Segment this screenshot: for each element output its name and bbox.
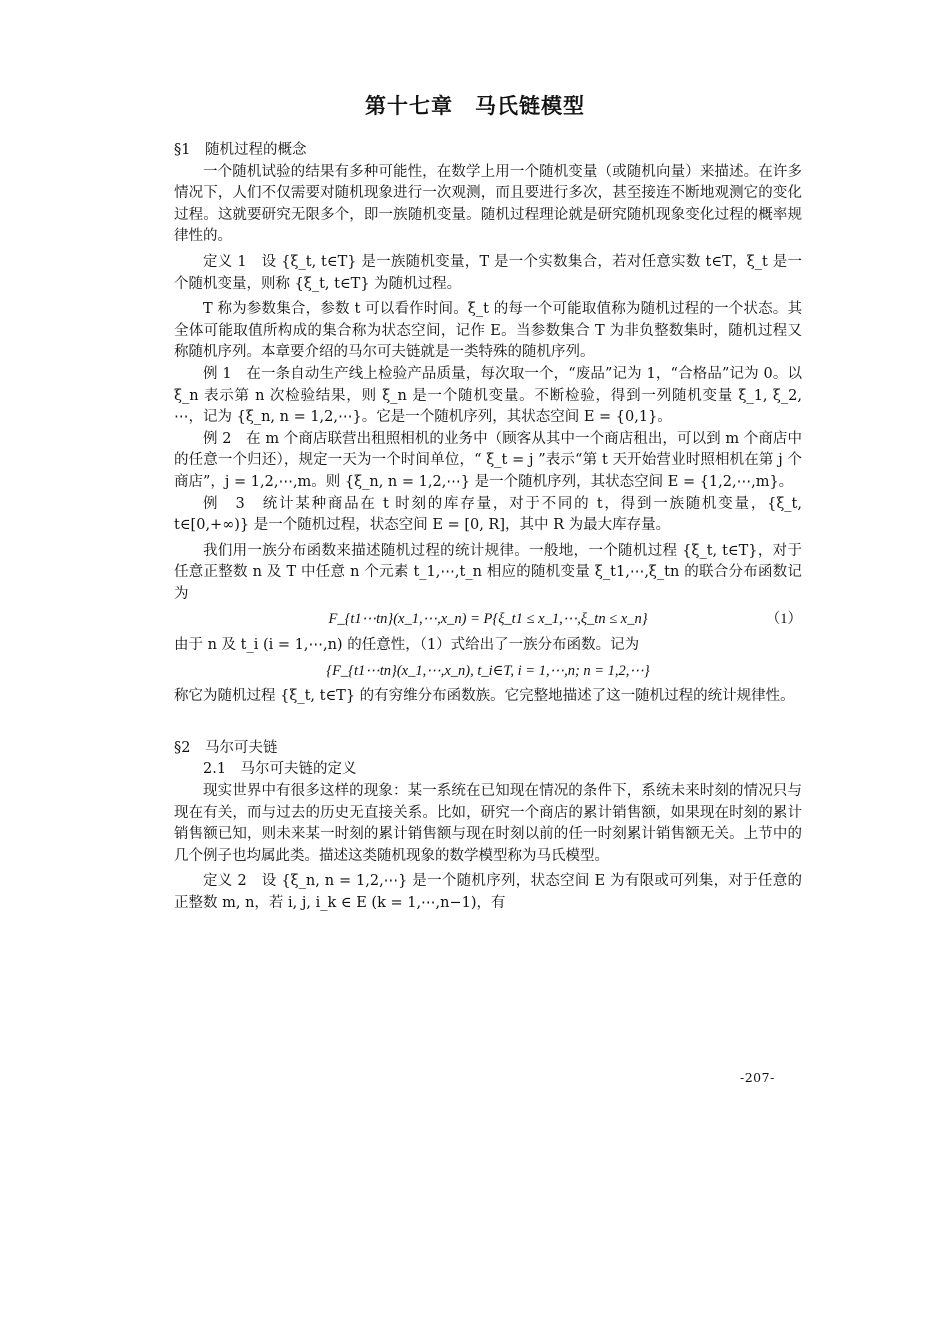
- formula-2: {F_{t1⋯tn}(x_1,⋯,x_n), t_i∈T, i = 1,⋯,n; n = 1,2,⋯}: [326, 662, 650, 679]
- definition-1: 定义 1 设 {ξ_t, t∈T} 是一族随机变量，T 是一个实数集合，若对任意实数 t∈T，ξ_t 是一个随机变量，则称 {ξ_t, t∈T} 为随机过程。: [174, 253, 802, 292]
- definition-2: 定义 2 设 {ξ_n, n = 1,2,⋯} 是一个随机序列，状态空间 E 为有限或可列集，对于任意的正整数 m, n，若 i, j, i_k ∈ E (k = 1,⋯,n−1)，有: [174, 873, 802, 911]
- section-1-heading: §1 随机过程的概念: [174, 142, 307, 158]
- section-1-paragraph-1: 一个随机试验的结果有多种可能性，在数学上用一个随机变量（或随机向量）来描述。在许多情况下，人们不仅需要对随机现象进行一次观测，而且要进行多次，甚至接连不断地观测它的变化过程。这就要研究无限多个，即一族随机变量。随机过程理论就是研究随机现象变化过程的概率规律性的。: [174, 163, 802, 245]
- formula-1-number: （1）: [765, 611, 802, 628]
- section-2-heading: §2 马尔可夫链: [174, 739, 278, 756]
- subsection-2-1-heading: 2.1 马尔可夫链的定义: [203, 761, 357, 778]
- example-1: 例 1 在一条自动生产线上检验产品质量，每次取一个，“废品”记为 1，“合格品”记为 0。以 ξ_n 表示第 n 次检验结果，则 ξ_n 是一个随机变量。不断检验，得到一列随机变量 ξ_1, ξ_2, ⋯，记为 {ξ_n, n = 1,2,⋯}。它是一个随机序列，其状态空间 E = {0,1}。: [174, 365, 802, 426]
- section-1-paragraph-5: 称它为随机过程 {ξ_t, t∈T} 的有穷维分布函数族。它完整地描述了这一随机过程的统计规律性。: [174, 688, 795, 705]
- section-1-paragraph-3: 我们用一族分布函数来描述随机过程的统计规律。一般地，一个随机过程 {ξ_t, t∈T}，对于任意正整数 n 及 T 中任意 n 个元素 t_1,⋯,t_n 相应的随机变量 ξ_t1,⋯,ξ_tn 的联合分布函数记为: [174, 542, 802, 602]
- formula-1-expression: F_{t1⋯tn}(x_1,⋯,x_n) = P{ξ_t1 ≤ x_1,⋯,ξ_tn ≤ x_n}: [328, 611, 648, 628]
- example-2: 例 2 在 m 个商店联营出租照相机的业务中（顾客从其中一个商店租出，可以到 m 个商店中的任意一个归还），规定一天为一个时间单位，“ ξ_t = j ”表示“第 t 天开始营业时照相机在第 j 个商店”，j = 1,2,⋯,m。则 {ξ_n, n = 1,2,⋯} 是一个随机序列，其状态空间 E = {1,2,⋯,m}。: [174, 430, 802, 490]
- document-body: [174, 140, 802, 915]
- page-number: -207-: [740, 1070, 775, 1085]
- chapter-title: 第十七章 马氏链模型: [365, 94, 585, 118]
- example-3: 例 3 统计某种商品在 t 时刻的库存量，对于不同的 t，得到一族随机变量，{ξ_t, t∈[0,+∞)} 是一个随机过程，状态空间 E = [0, R]，其中 R 为最大库存量。: [174, 495, 802, 534]
- section-1-paragraph-4: 由于 n 及 t_i (i = 1,⋯,n) 的任意性，（1）式给出了一族分布函数。记为: [174, 637, 640, 654]
- section-2-paragraph-1: 现实世界中有很多这样的现象：某一系统在已知现在情况的条件下，系统未来时刻的情况只与现在有关，而与过去的历史无直接关系。比如，研究一个商店的累计销售额，如果现在时刻的累计销售额已知，则未来某一时刻的累计销售额与现在时刻以前的任一时刻累计销售额无关。上节中的几个例子也均属此类。描述这类随机现象的数学模型称为马氏模型。: [174, 783, 802, 864]
- section-1-paragraph-2: T 称为参数集合，参数 t 可以看作时间。ξ_t 的每一个可能取值称为随机过程的一个状态。其全体可能取值所构成的集合称为状态空间，记作 E。当参数集合 T 为非负整数集时，随机过程又称随机序列。本章要介绍的马尔可夫链就是一类特殊的随机序列。: [174, 301, 802, 361]
- formula-1: [174, 609, 802, 631]
